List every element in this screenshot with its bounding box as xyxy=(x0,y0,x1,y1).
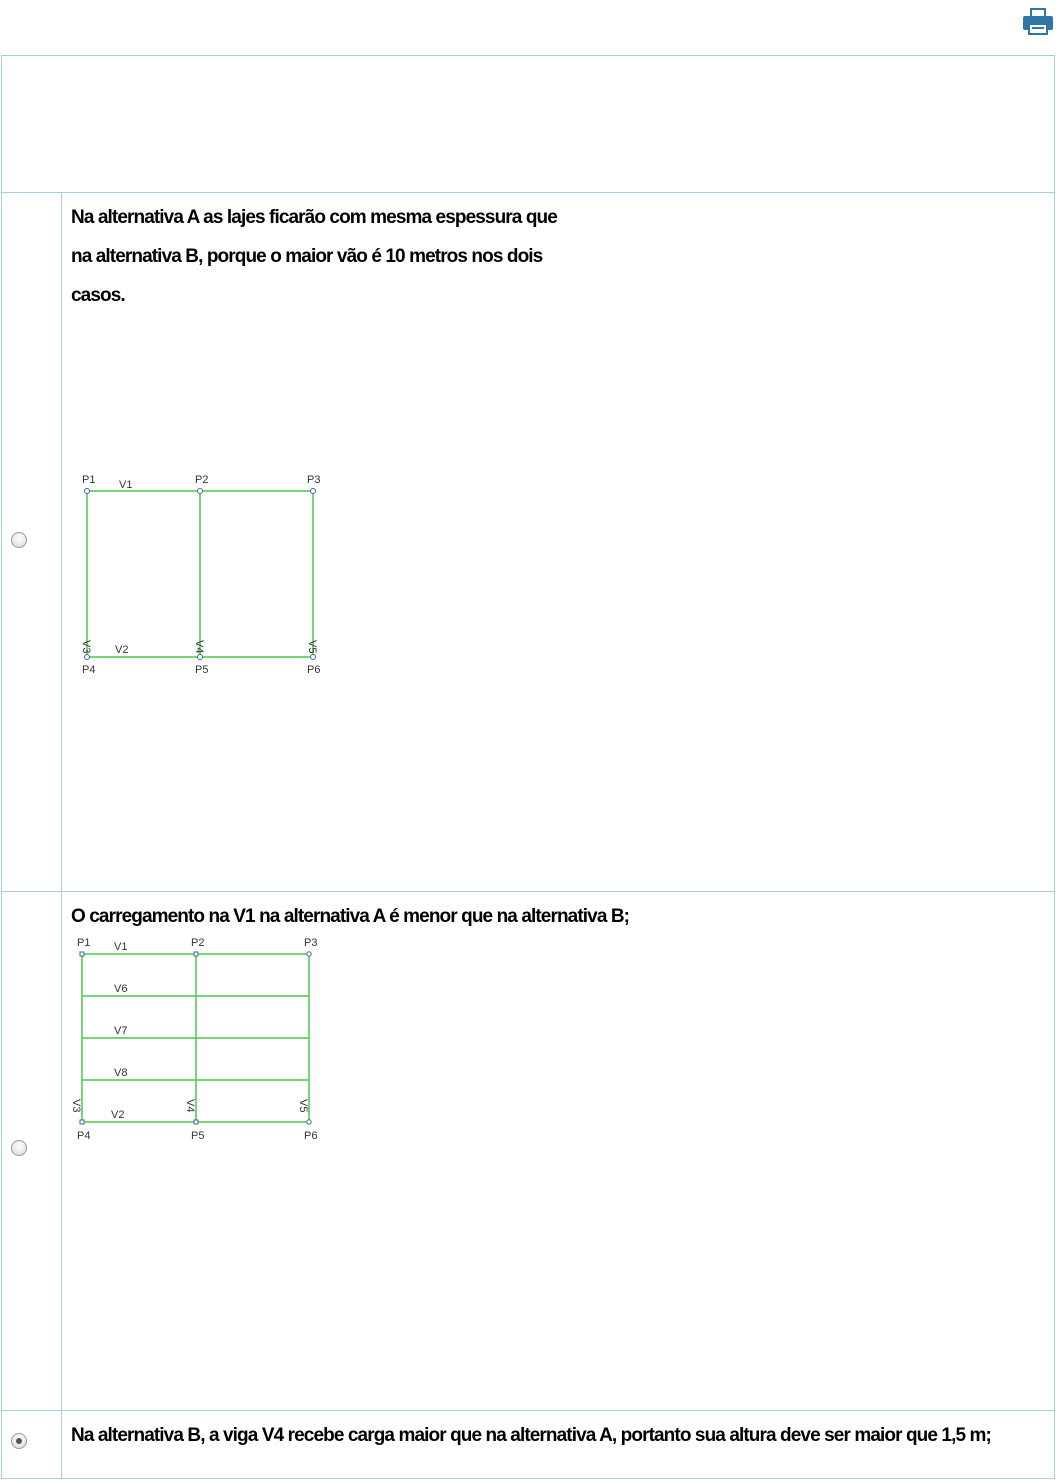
node-p3 xyxy=(307,952,311,956)
radio-cell xyxy=(2,193,62,891)
node-p6 xyxy=(311,655,316,660)
diagram-b-beams xyxy=(82,954,309,1122)
label-v4: V4 xyxy=(193,640,205,654)
option-content xyxy=(71,1411,1046,1455)
option-row-a[interactable] xyxy=(2,193,1054,892)
label-v5: V5 xyxy=(297,1099,309,1113)
label-v6: V6 xyxy=(114,983,128,995)
diagram-a-beams xyxy=(87,491,313,657)
label-v7: V7 xyxy=(114,1025,128,1037)
option-row-c[interactable] xyxy=(2,1411,1054,1478)
label-p2: P2 xyxy=(195,474,209,486)
diagram-a xyxy=(70,469,340,689)
node-p5 xyxy=(198,655,203,660)
label-v3: V3 xyxy=(70,1099,82,1113)
label-p2: P2 xyxy=(191,937,205,949)
node-p1 xyxy=(80,952,84,956)
label-p5: P5 xyxy=(195,664,209,676)
node-p4 xyxy=(80,1120,84,1124)
option-c-text: Na alternativa B, a viga V4 recebe carga maior que na alternativa A, portanto sua altura deve ser maior que 1,5 m; xyxy=(71,1425,991,1446)
label-p4: P4 xyxy=(77,1130,91,1142)
printer-icon[interactable] xyxy=(1020,4,1056,40)
node-p3 xyxy=(311,489,316,494)
label-v8: V8 xyxy=(114,1067,128,1079)
radio-cell xyxy=(2,892,62,1410)
option-a-text: Na alternativa A as lajes ficarão com mesma espessura que na alternativa B, porque o maior vão é 10 metros nos dois casos. xyxy=(71,207,557,306)
node-p2 xyxy=(194,952,198,956)
label-p3: P3 xyxy=(307,474,321,486)
node-p2 xyxy=(198,489,203,494)
radio-cell xyxy=(2,1411,62,1478)
label-v3: V3 xyxy=(80,640,92,654)
label-v2: V2 xyxy=(111,1109,125,1121)
label-p5: P5 xyxy=(191,1130,205,1142)
label-p1: P1 xyxy=(77,937,91,949)
option-b-radio[interactable] xyxy=(11,1140,27,1156)
option-b-text: O carregamento na V1 na alternativa A é menor que na alternativa B; xyxy=(71,906,630,927)
label-v4: V4 xyxy=(184,1099,196,1113)
option-row-b[interactable] xyxy=(2,892,1054,1411)
label-v5: V5 xyxy=(306,640,318,654)
option-c-radio[interactable] xyxy=(11,1433,27,1449)
label-p6: P6 xyxy=(307,664,321,676)
label-v1: V1 xyxy=(119,479,133,491)
table-header xyxy=(2,56,1054,193)
label-v2: V2 xyxy=(115,644,129,656)
option-a-radio[interactable] xyxy=(11,532,27,548)
node-p5 xyxy=(194,1120,198,1124)
option-content xyxy=(71,892,1046,936)
node-p4 xyxy=(85,655,90,660)
label-p6: P6 xyxy=(304,1130,318,1142)
options-table xyxy=(1,55,1055,1479)
diagram-b xyxy=(68,934,338,1166)
label-p3: P3 xyxy=(304,937,318,949)
node-p1 xyxy=(85,489,90,494)
node-p6 xyxy=(307,1120,311,1124)
label-v1: V1 xyxy=(114,941,128,953)
label-p4: P4 xyxy=(82,664,96,676)
option-content xyxy=(71,193,1046,315)
label-p1: P1 xyxy=(82,474,96,486)
